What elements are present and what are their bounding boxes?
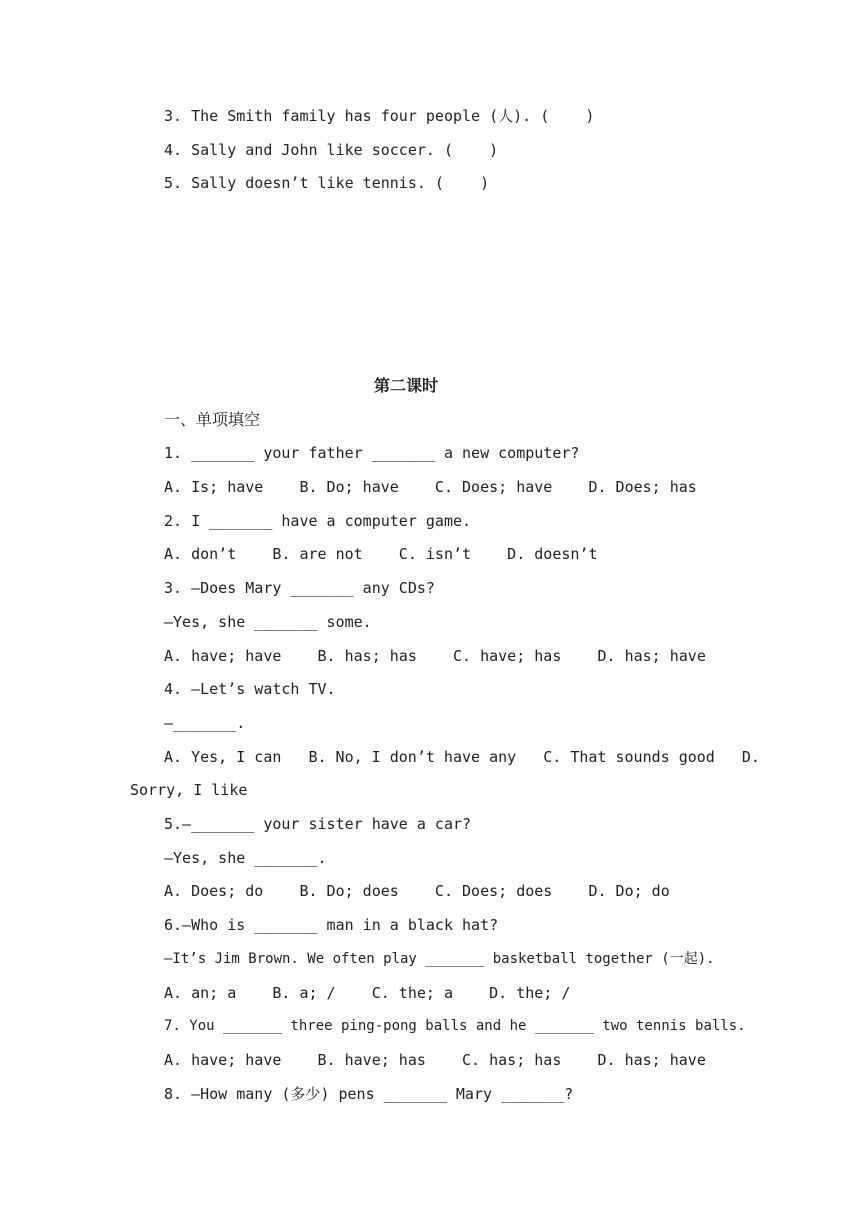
question-6: 6.—Who is _______ man in a black hat?	[164, 916, 499, 934]
tf-item-5: 5. Sally doesn’t like tennis. ( )	[164, 174, 490, 192]
question-1-options: A. Is; have B. Do; have C. Does; have D. Does; has	[164, 478, 697, 496]
question-3-reply: —Yes, she _______ some.	[164, 613, 372, 631]
question-4-options	[164, 747, 760, 767]
question-4-options-cont: Sorry, I like	[130, 781, 248, 799]
tf-item-3: 3. The Smith family has four people (人). ( )	[164, 107, 595, 125]
question-7-options: A. have; have B. have; has C. has; has D. has; have	[164, 1051, 706, 1069]
question-3: 3. —Does Mary _______ any CDs?	[164, 579, 435, 597]
question-6-options: A. an; a B. a; / C. the; a D. the; /	[164, 984, 571, 1002]
question-8: 8. —How many (多少) pens _______ Mary _______?	[164, 1085, 574, 1103]
question-2-options: A. don’t B. are not C. isn’t D. doesn’t	[164, 545, 598, 563]
lesson-title: 第二课时	[373, 376, 438, 395]
tf-item-4: 4. Sally and John like soccer. ( )	[164, 141, 499, 159]
question-5: 5.—_______ your sister have a car?	[164, 815, 472, 833]
question-4-reply: —_______.	[164, 714, 246, 732]
option-c: C. That sounds good	[543, 748, 715, 766]
question-7: 7. You _______ three ping-pong balls and he _______ two tennis balls.	[164, 1018, 746, 1034]
question-4: 4. —Let’s watch TV.	[164, 680, 336, 698]
question-5-reply: —Yes, she _______.	[164, 849, 327, 867]
question-5-options: A. Does; do B. Do; does C. Does; does D. Do; do	[164, 882, 670, 900]
option-a: A. Yes, I can	[164, 748, 282, 766]
option-d: D.	[741, 748, 760, 766]
question-1: 1. _______ your father _______ a new computer?	[164, 444, 580, 462]
section-title: 一、单项填空	[164, 410, 261, 429]
option-b: B. No, I don’t have any	[308, 748, 517, 766]
question-2: 2. I _______ have a computer game.	[164, 512, 472, 530]
question-3-options: A. have; have B. has; has C. have; has D. has; have	[164, 647, 706, 665]
question-6-reply: —It’s Jim Brown. We often play _______ basketball together (一起).	[164, 951, 715, 967]
